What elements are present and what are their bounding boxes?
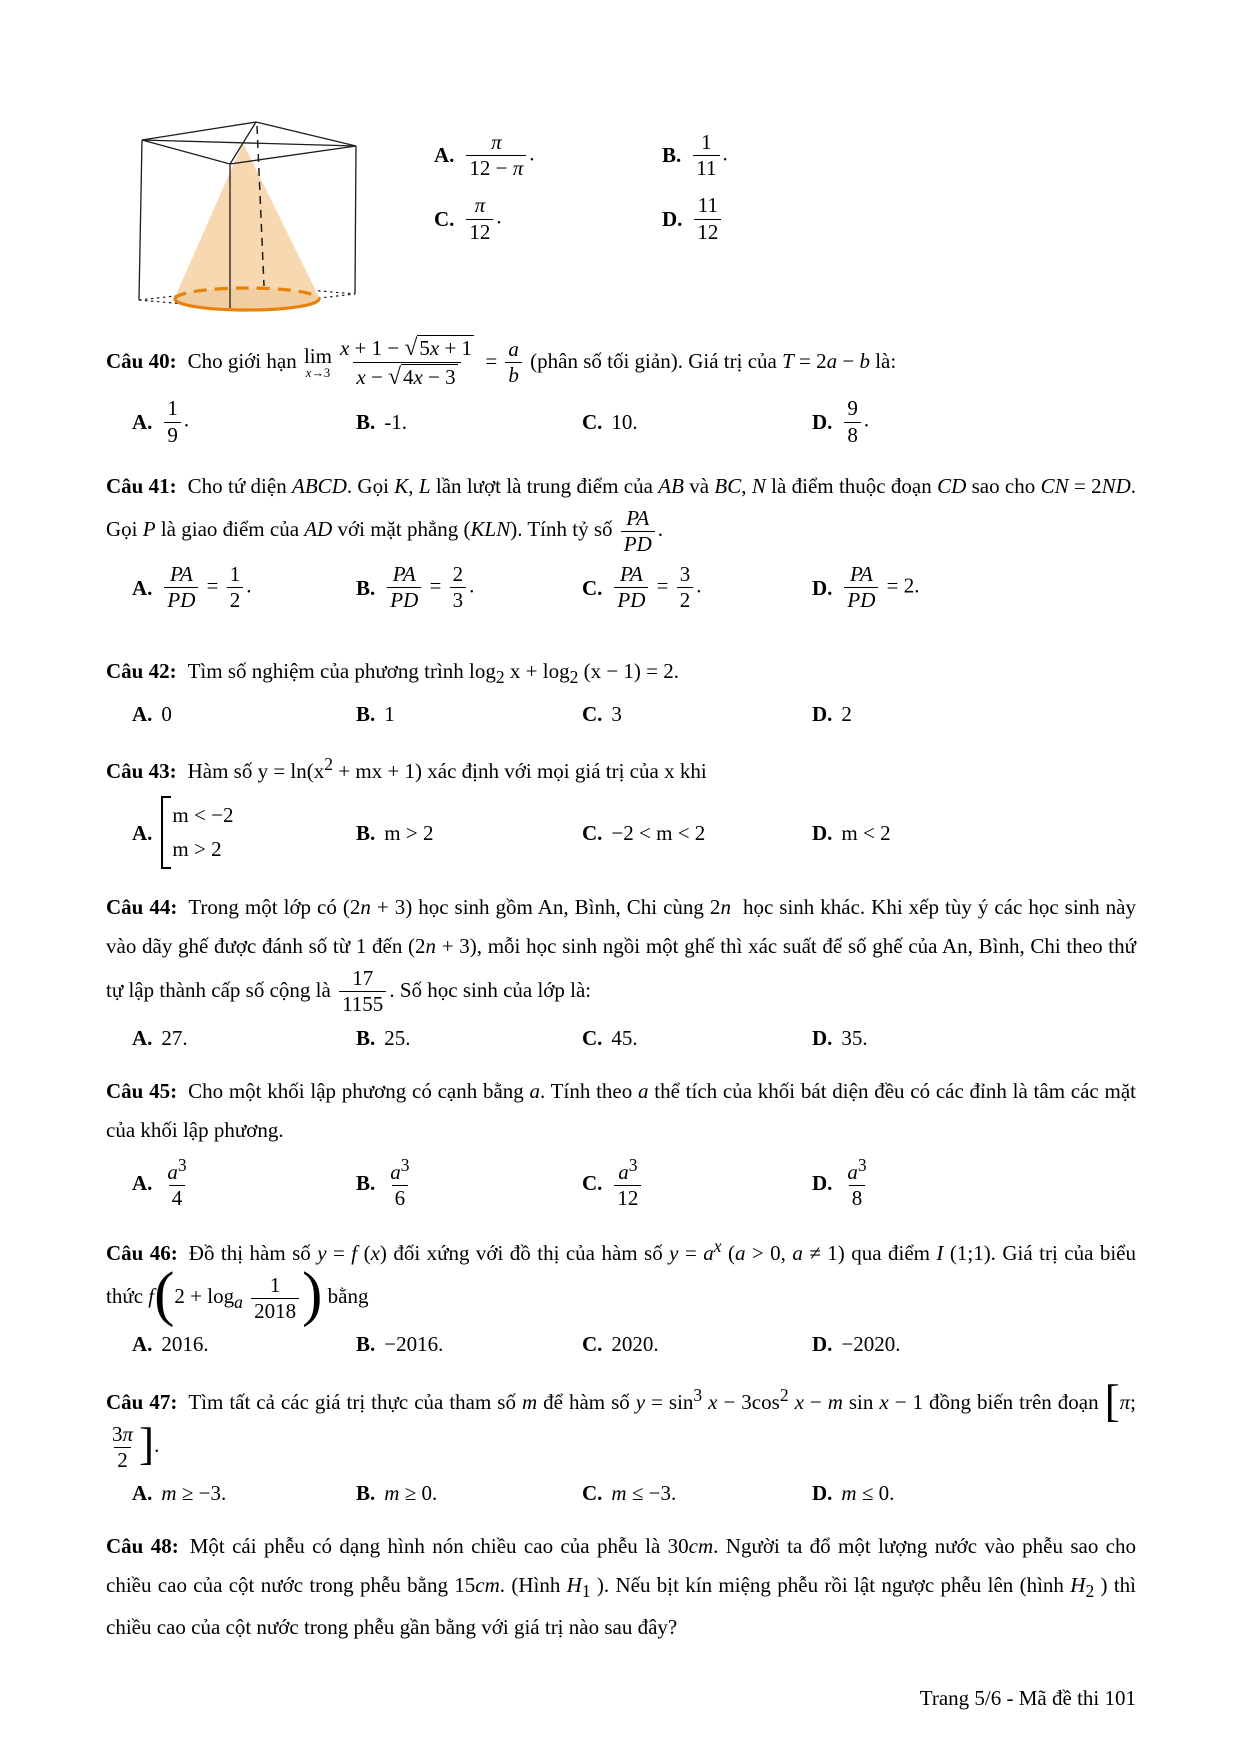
option-value: $\frac{PA}{PD}$ = $\frac{1}{2}$ . [161, 562, 251, 613]
option-value: 27. [161, 1025, 188, 1050]
option-value: $\frac{a^3}{8}$ [847, 1154, 867, 1210]
question-42-option-d [812, 699, 1136, 729]
option-letter: A. [132, 1170, 153, 1195]
option-letter: B. [356, 1170, 376, 1195]
option-value: 1 [384, 701, 395, 726]
option-value: $\frac{PA}{PD}$ = $\frac{2}{3}$ . [384, 562, 474, 613]
option-value: $\frac{a^3}{6}$ [390, 1154, 410, 1210]
question-44-option-d [812, 1023, 1136, 1053]
question-43 [106, 748, 1136, 879]
option-letter: D. [812, 409, 833, 434]
option-value: $\frac{PA}{PD}$ = $\frac{3}{2}$ . [611, 562, 701, 613]
option-letter: B. [356, 1332, 376, 1357]
option-value: $\frac{\pi}{12}$ . [463, 193, 501, 244]
option-value: m < −2 m > 2 [161, 796, 237, 869]
top-option-d [662, 193, 728, 244]
option-value: m > 2 [384, 820, 434, 845]
question-40-option-a [132, 396, 356, 447]
question-46-option-a [132, 1329, 356, 1359]
question-44-text: Trong một lớp có (2n + 3) học sinh gồm An, Bình, Chi cùng 2n học sinh khác. Khi xếp tùy ý các học sinh này vào dãy ghế được đánh số từ 1 đến (2n + 3), mỗi học sinh ngồi một ghế thì xác suất để số ghế của An, Bình, Chi theo thứ tự lập thành cấp số cộng là $\frac{17}{1155}$ . Số học sinh của lớp là: [106, 895, 1136, 1017]
option-letter: C. [434, 206, 455, 231]
question-46-option-c [582, 1329, 812, 1359]
question-41-body [106, 467, 1136, 557]
option-letter: C. [582, 1332, 603, 1357]
option-value: $\frac{PA}{PD}$ = 2. [841, 562, 919, 613]
question-46-option-d [812, 1329, 1136, 1359]
previous-question-answers [434, 102, 728, 245]
option-letter: A. [434, 143, 455, 168]
question-46-option-b [356, 1329, 582, 1359]
question-48 [106, 1527, 1136, 1646]
question-45-answers [106, 1155, 1136, 1211]
cube-left-edge [139, 140, 142, 300]
option-value: m ≤ 0. [841, 1480, 895, 1505]
option-letter: D. [812, 1332, 833, 1357]
question-46-label: Câu 46: [106, 1241, 178, 1265]
option-letter: B. [356, 701, 376, 726]
question-47-text: Tìm tất cả các giá trị thực của tham số m để hàm số $y = \sin^3 x - 3\cos^2$ x − m sin x − 1 đồng biến trên đoạn [π; $\frac{3\pi}{2}$ ]. [112, 1376, 1137, 1472]
option-value: $\frac{11}{12}$ [691, 193, 724, 244]
question-45-text: Cho một khối lập phương có cạnh bằng a. Tính theo a thể tích của khối bát diện đều có các đỉnh là tâm các mặt của khối lập phương. [106, 1078, 1136, 1142]
option-letter: D. [812, 820, 833, 845]
option-value: $\frac{a^3}{12}$ [611, 1155, 644, 1211]
question-48-text: Một cái phễu có dạng hình nón chiều cao của phễu là 30cm. Người ta đổ một lượng nước vào phễu sao cho chiều cao của cột nước trong phễu bằng 15cm. (Hình $H_1$ ). Nếu bịt kín miệng phễu rồi lật ngược phễu lên (hình $H_2$ ) thì chiều cao của cột nước trong phễu gần bằng với giá trị nào sau đây? [106, 1534, 1137, 1639]
question-40-answers [106, 396, 1136, 447]
question-41 [106, 467, 1136, 644]
option-value: $\frac{9}{8}$ . [841, 396, 869, 447]
option-letter: C. [582, 1170, 603, 1195]
question-47-body [106, 1376, 1137, 1473]
question-47-option-d [812, 1478, 1136, 1508]
top-option-a [434, 130, 662, 181]
option-value: 45. [611, 1025, 638, 1050]
option-value: m ≤ −3. [611, 1480, 677, 1505]
option-value: $\frac{1}{9}$ . [161, 396, 189, 447]
question-43-text: Hàm số $y = \ln(x^2$ + mx + 1) xác định với mọi giá trị của x khi [187, 754, 707, 784]
question-41-option-c [582, 562, 812, 613]
option-letter: C. [582, 701, 603, 726]
option-value: m ≥ 0. [384, 1480, 438, 1505]
question-46-answers [106, 1329, 1136, 1359]
option-letter: D. [812, 575, 833, 600]
question-45-label: Câu 45: [106, 1078, 178, 1103]
question-40-label: Câu 40: [106, 348, 177, 373]
option-value: 3 [611, 701, 622, 726]
option-letter: A. [132, 575, 153, 600]
question-40-body [106, 334, 1136, 391]
cube-right-edge [355, 146, 356, 294]
option-letter: A. [132, 1025, 153, 1050]
option-letter: C. [582, 1480, 603, 1505]
question-41-label: Câu 41: [106, 473, 177, 498]
question-44-label: Câu 44: [106, 895, 178, 920]
option-letter: B. [356, 820, 376, 845]
question-44-option-b [356, 1023, 582, 1053]
question-42-option-c [582, 699, 812, 729]
option-letter: A. [132, 409, 153, 434]
question-47-option-b [356, 1478, 582, 1508]
question-44-option-c [582, 1023, 812, 1053]
option-value: $\frac{\pi}{12 - \pi}$ . [463, 130, 534, 181]
question-47-option-a [132, 1478, 356, 1508]
question-40-text: Cho giới hạn lim x→3 $\frac{x + 1 - √ 5x + 1}{x - √ 4x - 3}$ = $\frac{a}{b}$ (phân số tối giản). Giá trị của T = 2a − b là: [188, 349, 897, 373]
option-value: −2016. [384, 1332, 444, 1357]
option-letter: C. [582, 575, 603, 600]
question-44-body [106, 888, 1136, 1017]
option-value: 35. [841, 1025, 868, 1050]
cone-body [175, 143, 319, 308]
option-letter: A. [132, 820, 153, 845]
option-letter: C. [582, 409, 603, 434]
question-41-option-a [132, 562, 356, 613]
option-letter: C. [582, 820, 603, 845]
option-letter: B. [356, 1480, 376, 1505]
question-44-answers [106, 1023, 1136, 1053]
option-letter: A. [132, 1480, 153, 1505]
option-value: m < 2 [841, 820, 891, 845]
option-letter: D. [812, 1170, 833, 1195]
question-40-option-b [356, 407, 582, 437]
question-44 [106, 888, 1136, 1063]
option-letter: D. [662, 206, 683, 231]
option-letter: D. [812, 1025, 833, 1050]
question-45-option-d [812, 1155, 1136, 1211]
question-45-option-c [582, 1155, 812, 1211]
page-footer: Trang 5/6 - Mã đề thi 101 [919, 1685, 1136, 1710]
option-letter: B. [356, 1025, 376, 1050]
option-value: $\frac{1}{11}$ . [690, 130, 727, 181]
option-letter: D. [812, 701, 833, 726]
option-value: $\frac{a^3}{4}$ [167, 1154, 187, 1210]
option-letter: A. [132, 701, 153, 726]
question-43-answers [106, 796, 1136, 869]
option-value: m ≥ −3. [161, 1480, 227, 1505]
top-option-b [662, 130, 728, 181]
question-42-option-a [132, 699, 356, 729]
question-47-option-c [582, 1478, 812, 1508]
option-value: 2016. [161, 1332, 209, 1357]
question-40-option-c [582, 407, 812, 437]
question-45-body [106, 1072, 1136, 1150]
question-41-option-d [812, 562, 1136, 613]
option-letter: C. [582, 1025, 603, 1050]
option-value: 0 [161, 701, 172, 726]
option-letter: B. [356, 409, 376, 434]
option-value: −2020. [841, 1332, 901, 1357]
option-letter: B. [662, 143, 682, 168]
question-48-label: Câu 48: [106, 1534, 179, 1559]
cone-in-cube-figure [106, 102, 362, 314]
question-40 [106, 334, 1136, 458]
option-letter: D. [812, 1480, 833, 1505]
question-45-option-a [132, 1155, 356, 1211]
question-42-option-b [356, 699, 582, 729]
option-letter: B. [356, 575, 376, 600]
question-45 [106, 1072, 1136, 1221]
question-41-option-b [356, 562, 582, 613]
question-47 [106, 1376, 1137, 1519]
question-48-body [106, 1527, 1136, 1646]
question-46-text: Đồ thị hàm số y = f (x) đối xứng với đồ thị của hàm số $y = a^x$ (a > 0, a ≠ 1) qua điểm I (1;1). Giá trị của biểu thức $f(2 + \log_a$ $\frac{1}{2018}$ ) bằng [106, 1236, 1136, 1328]
question-41-answers [106, 562, 1136, 613]
top-option-c [434, 193, 662, 244]
question-41-text: Cho tứ diện ABCD. Gọi K, L lần lượt là trung điểm của AB và BC, N là điểm thuộc đoạn CD sao cho CN = 2ND. Gọi P là giao điểm của AD với mặt phẳng (KLN). Tính tỷ số $\frac{PA}{PD}$ . [106, 473, 1137, 556]
question-42-body [106, 652, 1136, 694]
option-value: 25. [384, 1025, 411, 1050]
question-42-answers [106, 699, 1136, 729]
option-value: 10. [611, 409, 638, 434]
question-43-option-b [356, 818, 582, 848]
question-47-answers [106, 1478, 1136, 1508]
question-43-option-a [132, 796, 356, 869]
option-value: 2 [841, 701, 852, 726]
question-46-body [106, 1230, 1136, 1328]
question-40-option-d [812, 396, 1136, 447]
option-letter: A. [132, 1332, 153, 1357]
option-value: −2 < m < 2 [611, 820, 706, 845]
question-42 [106, 652, 1136, 739]
question-44-option-a [132, 1023, 356, 1053]
question-43-option-c [582, 818, 812, 848]
question-42-label: Câu 42: [106, 659, 177, 684]
option-value: 2020. [611, 1332, 659, 1357]
question-45-option-b [356, 1155, 582, 1211]
question-43-option-d [812, 818, 1136, 848]
question-46 [106, 1230, 1136, 1370]
question-42-text: Tìm số nghiệm của phương trình $\log_2 x + \log_2 (x - 1) = 2$. [187, 659, 680, 688]
question-47-label: Câu 47: [106, 1389, 178, 1414]
option-value: -1. [384, 409, 408, 434]
question-43-body [106, 748, 1136, 791]
question-43-label: Câu 43: [106, 759, 177, 784]
figure-row [106, 102, 1136, 314]
